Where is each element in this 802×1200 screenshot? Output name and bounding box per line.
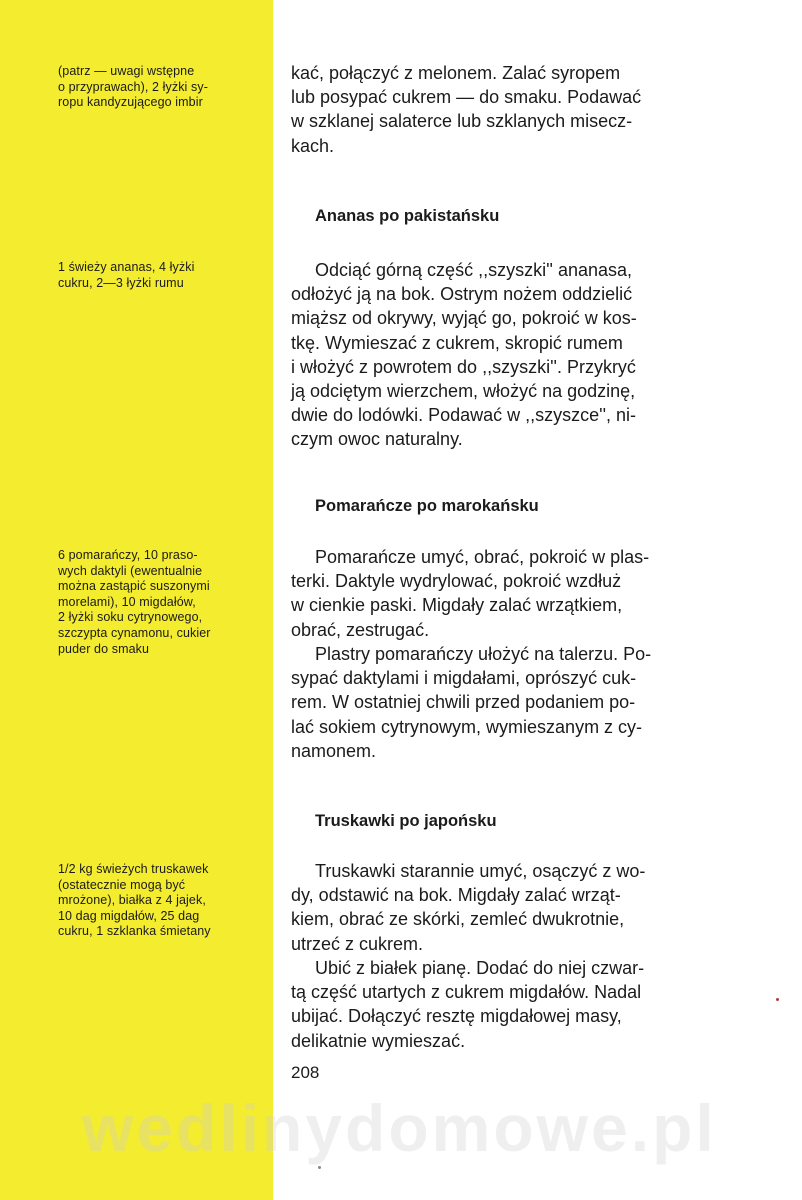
recipe-title-pomarancze: Pomarańcze po marokańsku: [315, 497, 539, 515]
page-number: 208: [291, 1063, 320, 1082]
pomarancze-recipe-paragraph-1: Pomarańcze umyć, obrać, pokroić w plas- terki. Daktyle wydrylować, pokroić wzdłuż w cienkie paski. Migdały zalać wrzątkiem, obrać, zestrugać.: [291, 547, 650, 640]
recipe-title-ananas: Ananas po pakistańsku: [315, 207, 500, 225]
ingredients-pomarancze: 6 pomarańczy, 10 praso- wych daktyli (ewentualnie można zastąpić suszonymi morelami), 10 migdałów, 2 łyżki soku cytrynowego, szczypta cynamonu, cukier puder do smaku: [58, 548, 211, 656]
truskawki-recipe-paragraph-1: Truskawki starannie umyć, osączyć z wo- dy, odstawić na bok. Migdały zalać wrząt- kiem, obrać ze skórki, zemleć dwukrotnie, utrzeć z cukrem.: [291, 861, 646, 954]
pomarancze-recipe-paragraph-2: Plastry pomarańczy ułożyć na talerzu. Po- sypać daktylami i migdałami, oprószyć cuk- rem. W ostatniej chwili przed podaniem po- lać sokiem cytrynowym, wymieszanym z cy- namonem.: [291, 644, 652, 761]
ingredients-ananas: 1 świeży ananas, 4 łyżki cukru, 2—3 łyżki rumu: [58, 260, 195, 290]
ingredients-truskawki: 1/2 kg świeżych truskawek (ostatecznie mogą być mrożone), białka z 4 jajek, 10 dag migdałów, 25 dag cukru, 1 szklanka śmietany: [58, 862, 211, 939]
melon-recipe-paragraph: kać, połączyć z melonem. Zalać syropem lub posypać cukrem — do smaku. Podawać w szklanej salaterce lub szklanych misecz- kach.: [291, 63, 642, 156]
print-speck: [318, 1166, 321, 1169]
ingredients-melon: (patrz — uwagi wstępne o przyprawach), 2 łyżki sy- ropu kandyzującego imbir: [58, 64, 208, 110]
watermark: wedlinydomowe.pl: [82, 1091, 717, 1165]
ananas-recipe-paragraph: Odciąć górną część ,,szyszki'' ananasa, odłożyć ją na bok. Ostrym nożem oddzielić miąższ od okrywy, wyjąć go, pokroić w kos- tkę. Wymieszać z cukrem, skropić rumem i włożyć z powrotem do ,,szyszki''. Przykryć ją odciętym wierzchem, włożyć na godzinę, dwie do lodówki. Podawać w ,,szyszce'', ni- czym owoc naturalny.: [291, 260, 637, 450]
truskawki-recipe-paragraph-2: Ubić z białek pianę. Dodać do niej czwar- tą część utartych z cukrem migdałów. Nadal ubijać. Dołączyć resztę migdałowej masy, delikatnie wymieszać.: [291, 958, 645, 1051]
recipe-title-truskawki: Truskawki po japońsku: [315, 812, 497, 830]
print-speck: [776, 998, 779, 1001]
